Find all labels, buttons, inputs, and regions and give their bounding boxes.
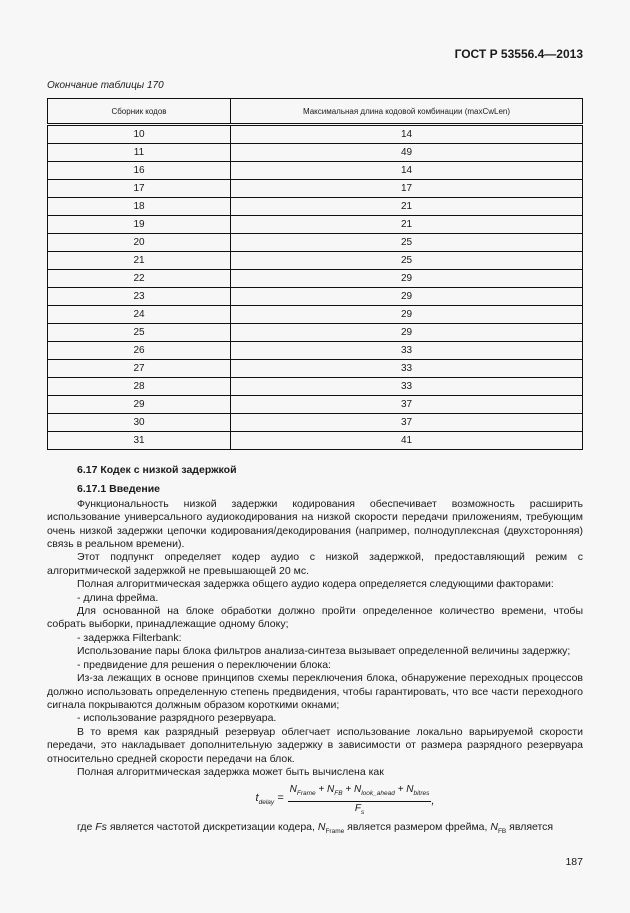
list-item: - предвидение для решения о переключении блока: — [77, 658, 331, 671]
table-caption: Окончание таблицы 170 — [47, 80, 164, 91]
table-row — [48, 414, 583, 432]
cell-codebook: 19 — [48, 216, 231, 234]
table-row — [48, 306, 583, 324]
paragraph: В то время как разрядный резервуар облегчает использование локально варьируемой скорости передачи, это накладывает дополнительную задержку в зависимости от размера разрядного резервуара относительно средней скорости передачи на блок. — [47, 725, 583, 765]
cell-maxcwlen: 29 — [231, 288, 583, 306]
cell-maxcwlen: 33 — [231, 360, 583, 378]
paragraph-after-formula: где Fs является частотой дискретизации кодера, $N_{Frame}$ является размером фрейма, $N_{FB}$ является — [77, 821, 554, 836]
paragraph: Полная алгоритмическая задержка общего аудио кодера определяется следующими факторами: — [77, 578, 554, 591]
cell-codebook: 18 — [48, 198, 231, 216]
cell-codebook: 26 — [48, 342, 231, 360]
column-header-maxcwlen: Максимальная длина кодовой комбинации (maxCwLen) — [231, 99, 583, 125]
cell-maxcwlen: 29 — [231, 306, 583, 324]
list-item: - задержка Filterbank: — [77, 631, 182, 644]
cell-maxcwlen: 25 — [231, 234, 583, 252]
cell-maxcwlen: 49 — [231, 144, 583, 162]
table-row — [48, 432, 583, 450]
cell-codebook: 24 — [48, 306, 231, 324]
paragraph: Для основанной на блоке обработки должно пройти определенное количество времени, чтобы собрать выборки, принадлежащие одному блоку; — [47, 605, 583, 631]
paragraph: Функциональность низкой задержки кодирования обеспечивает возможность расширить использование универсального аудиокодирования на низкой скорости передачи приложениям, требующим очень низкой задержки цепочки кодирования/декодирования (например, полнодуплексная (двухсторонняя) связь в реальном времени). — [47, 497, 583, 551]
table-row — [48, 144, 583, 162]
subsection-heading: 6.17.1 Введение — [77, 483, 160, 496]
table-row — [48, 180, 583, 198]
formula-numerator: $N_{Frame} + N_{FB} + N_{look\_ahead} + N_{bitres}$ — [288, 783, 432, 801]
table-row — [48, 378, 583, 396]
cell-codebook: 17 — [48, 180, 231, 198]
cell-maxcwlen: 29 — [231, 270, 583, 288]
table-row — [48, 216, 583, 234]
table-row — [48, 252, 583, 270]
cell-maxcwlen: 37 — [231, 396, 583, 414]
formula-lhs: $t_{delay}$ = — [255, 792, 284, 807]
paragraph: Этот подпункт определяет кодер аудио с низкой задержкой, предоставляющий режим с алгоритмической задержкой не превышающей 20 мс. — [47, 551, 583, 577]
cell-codebook: 20 — [48, 234, 231, 252]
cell-codebook: 22 — [48, 270, 231, 288]
page-number: 187 — [565, 856, 583, 868]
table-row — [48, 396, 583, 414]
cell-codebook: 28 — [48, 378, 231, 396]
cell-codebook: 30 — [48, 414, 231, 432]
list-item: - длина фрейма. — [77, 591, 159, 604]
cell-codebook: 25 — [48, 324, 231, 342]
cell-maxcwlen: 29 — [231, 324, 583, 342]
table-row — [48, 270, 583, 288]
table-row — [48, 125, 583, 144]
document-code: ГОСТ Р 53556.4—2013 — [454, 47, 583, 61]
cell-codebook: 21 — [48, 252, 231, 270]
cell-maxcwlen: 33 — [231, 378, 583, 396]
list-item: - использование разрядного резервуара. — [77, 712, 277, 725]
cell-maxcwlen: 25 — [231, 252, 583, 270]
cell-maxcwlen: 21 — [231, 216, 583, 234]
cell-maxcwlen: 33 — [231, 342, 583, 360]
column-header-codebook: Сборник кодов — [48, 99, 231, 125]
table-row — [48, 234, 583, 252]
cell-maxcwlen: 14 — [231, 125, 583, 144]
cell-codebook: 31 — [48, 432, 231, 450]
table-row — [48, 360, 583, 378]
cell-maxcwlen: 21 — [231, 198, 583, 216]
table-row — [48, 342, 583, 360]
formula-fraction — [288, 783, 432, 819]
codebook-table — [47, 98, 583, 450]
table-header-row — [48, 99, 583, 125]
cell-maxcwlen: 17 — [231, 180, 583, 198]
paragraph: Полная алгоритмическая задержка может быть вычислена как — [77, 765, 384, 778]
delay-formula: $t_{delay}$ = $\frac{N_{Frame} + N_{FB} + N_{look\_ahead} + N_{bitres}}{F_s}$ , — [107, 783, 583, 819]
cell-codebook: 16 — [48, 162, 231, 180]
paragraph: Из-за лежащих в основе принципов схемы переключения блока, обнаружение переходных процессов должно использовать определенную степень предвидения, чтобы гарантировать, что все части переходного сигнала покрываются должным образом короткими окнами; — [47, 672, 583, 711]
cell-maxcwlen: 37 — [231, 414, 583, 432]
cell-codebook: 29 — [48, 396, 231, 414]
cell-maxcwlen: 14 — [231, 162, 583, 180]
section-body — [47, 464, 583, 839]
cell-codebook: 27 — [48, 360, 231, 378]
cell-codebook: 11 — [48, 144, 231, 162]
table-row — [48, 198, 583, 216]
cell-codebook: 10 — [48, 125, 231, 144]
section-heading: 6.17 Кодек с низкой задержкой — [77, 464, 237, 476]
cell-maxcwlen: 41 — [231, 432, 583, 450]
formula-denominator: $F_s$ — [354, 802, 365, 816]
cell-codebook: 23 — [48, 288, 231, 306]
table-row — [48, 162, 583, 180]
table-row — [48, 288, 583, 306]
paragraph: Использование пары блока фильтров анализа-синтеза вызывает определенной величины задержку; — [77, 645, 571, 658]
table-row — [48, 324, 583, 342]
